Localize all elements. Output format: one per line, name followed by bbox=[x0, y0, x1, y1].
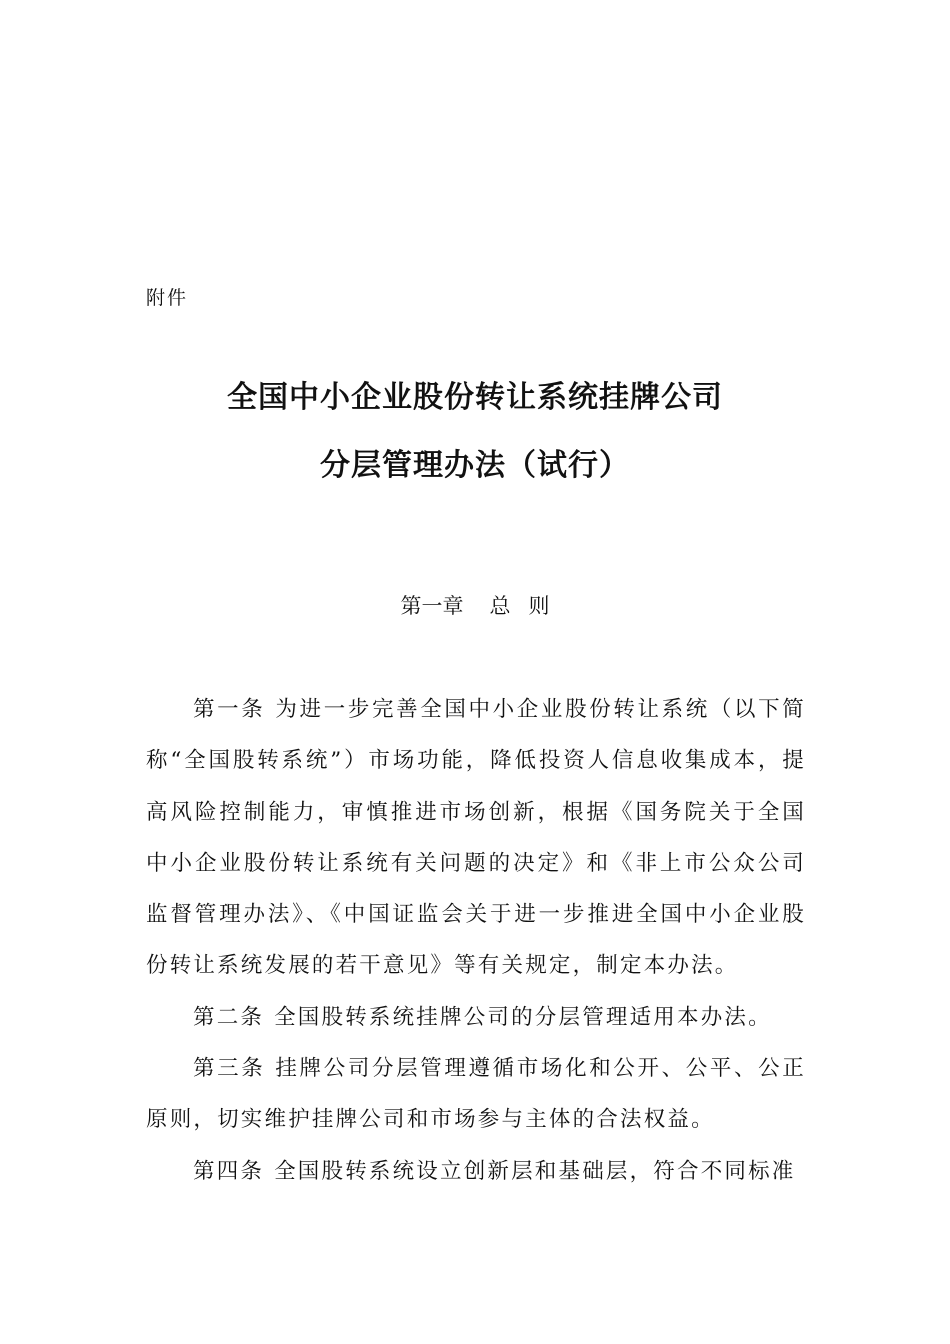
article-number: 第二条 bbox=[193, 1004, 265, 1030]
chapter-name-part2: 则 bbox=[528, 594, 550, 618]
article-number: 第一条 bbox=[193, 697, 266, 722]
article-text: 为进一步完善全国中小企业股份转让系统（以下简称“全国股转系统”）市场功能，降低投资人信息收集成本，提高风险控制能力，审慎推进市场创新，根据《国务院关于全国中小企业股份转让系统有关问题的决定》和《非上市公众公司监督管理办法》、《中国证监会关于进一步推进全国中小企业股份转让系统发展的若干意见》等有关规定，制定本办法。 bbox=[146, 697, 806, 979]
article-paragraph bbox=[146, 1043, 806, 1146]
document-body bbox=[146, 684, 806, 1197]
article-paragraph bbox=[146, 992, 806, 1043]
article-text: 挂牌公司分层管理遵循市场化和公开、公平、公正原则，切实维护挂牌公司和市场参与主体的合法权益。 bbox=[146, 1056, 806, 1133]
document-title-line-2: 分层管理办法（试行） bbox=[320, 448, 630, 483]
article-paragraph bbox=[146, 684, 806, 992]
attachment-label: 附件 bbox=[146, 287, 189, 309]
document-title-line-1: 全国中小企业股份转让系统挂牌公司 bbox=[227, 380, 723, 415]
article-number: 第三条 bbox=[193, 1056, 266, 1082]
chapter-heading bbox=[0, 592, 950, 620]
article-text: 全国股转系统设立创新层和基础层，符合不同标准 bbox=[274, 1158, 796, 1184]
article-text: 全国股转系统挂牌公司的分层管理适用本办法。 bbox=[274, 1004, 772, 1030]
article-number: 第四条 bbox=[193, 1158, 265, 1184]
article-paragraph bbox=[146, 1146, 806, 1197]
chapter-number: 第一章 bbox=[400, 594, 464, 618]
chapter-name-part1: 总 bbox=[489, 594, 511, 618]
